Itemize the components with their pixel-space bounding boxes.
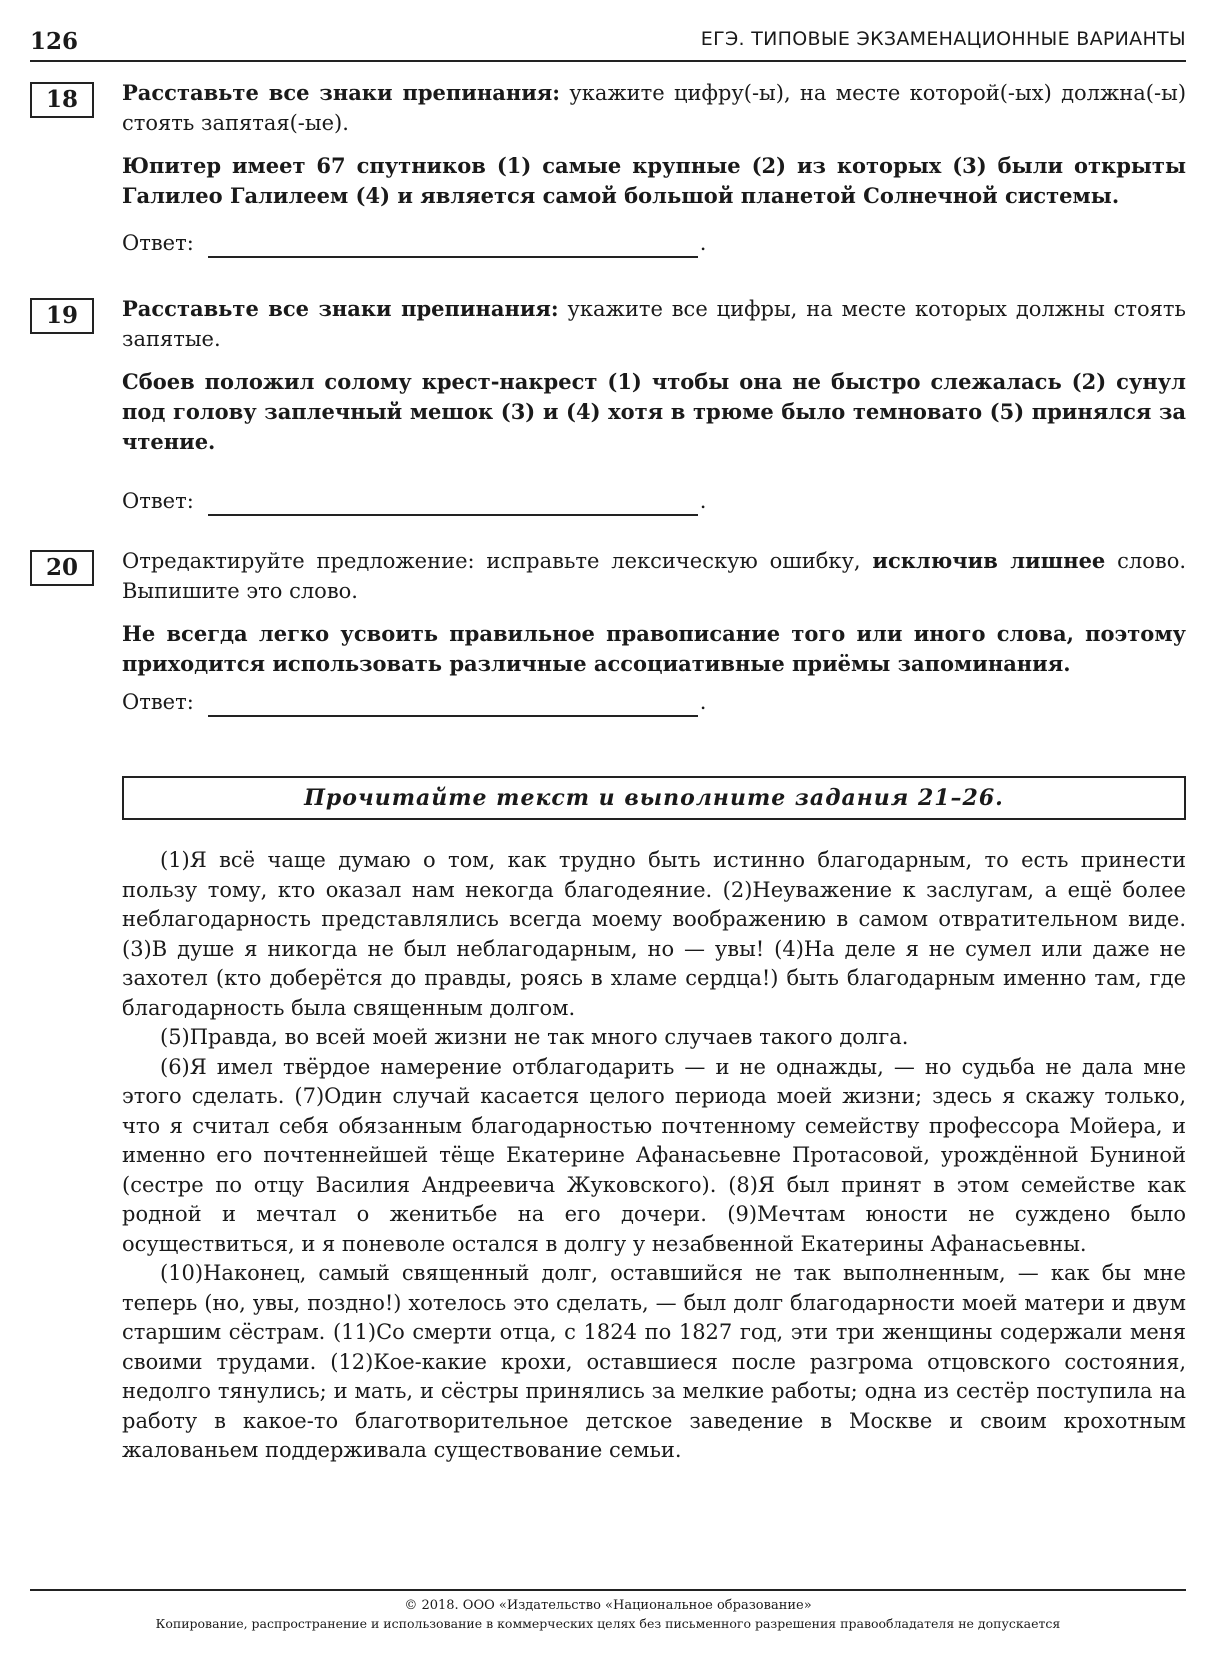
answer-label: Ответ: bbox=[122, 489, 194, 513]
task-number-box: 18 bbox=[30, 82, 94, 118]
page-number: 126 bbox=[30, 28, 79, 55]
answer-dot: . bbox=[699, 231, 707, 255]
running-title: ЕГЭ. ТИПОВЫЕ ЭКЗАМЕНАЦИОННЫЕ ВАРИАНТЫ bbox=[700, 28, 1186, 50]
answer-field[interactable] bbox=[208, 693, 698, 717]
answer-field[interactable] bbox=[208, 234, 698, 258]
page-header bbox=[30, 26, 1186, 60]
answer-dot: . bbox=[699, 489, 707, 513]
task-number-box: 19 bbox=[30, 298, 94, 334]
task-body bbox=[122, 78, 1186, 258]
task-sentence: Не всегда легко усвоить правильное правописание того или иного слова, поэтому приходится использовать различные ассоциативные приёмы запоминания. bbox=[122, 621, 1186, 676]
answer-label: Ответ: bbox=[122, 231, 194, 255]
task-sentence: Сбоев положил солому крест-накрест (1) чтобы она не быстро слежалась (2) сунул под голову заплечный мешок (3) и (4) хотя в трюме было темновато (5) принялся за чтение. bbox=[122, 369, 1186, 454]
instruction-text: укажите все цифры, на месте которых должны стоять запятые. bbox=[122, 297, 1186, 351]
answer-dot: . bbox=[699, 690, 707, 714]
reading-text bbox=[122, 846, 1186, 1466]
header-divider bbox=[30, 60, 1186, 62]
answer-row bbox=[122, 486, 1186, 516]
answer-label: Ответ: bbox=[122, 690, 194, 714]
task-sentence: Юпитер имеет 67 спутников (1) самые крупные (2) из которых (3) были открыты Галилео Галилеем (4) и является самой большой планетой Солнечной системы. bbox=[122, 153, 1186, 208]
answer-row bbox=[122, 687, 1186, 717]
instruction-bold: Расставьте все знаки препинания: bbox=[122, 296, 559, 321]
reading-task-header: Прочитайте текст и выполните задания 21–26. bbox=[122, 776, 1186, 820]
answer-field[interactable] bbox=[208, 492, 698, 516]
instruction-text-end: слово. Выпишите это слово. bbox=[122, 549, 1187, 603]
answer-row bbox=[122, 228, 1186, 258]
text-paragraph: (5)Правда, во всей моей жизни не так много случаев такого долга. bbox=[160, 1025, 909, 1049]
task-number-box: 20 bbox=[30, 550, 94, 586]
instruction-text: Отредактируйте предложение: исправьте лексическую ошибку, bbox=[122, 549, 873, 573]
task-body bbox=[122, 294, 1186, 516]
task-body bbox=[122, 546, 1186, 717]
instruction-bold: Расставьте все знаки препинания: bbox=[122, 80, 561, 105]
footer-notice: Копирование, распространение и использование в коммерческих целях без письменного разрешения правообладателя не допускается bbox=[155, 1616, 1061, 1631]
task-instruction bbox=[122, 294, 1186, 354]
footer-divider bbox=[30, 1589, 1186, 1591]
text-paragraph: (10)Наконец, самый священный долг, оставшийся не так выполненным, — как бы мне теперь (но, увы, поздно!) хотелось это сделать, — был долг благодарности моей матери и двум старшим сёстрам. (11)Со смерти отца, с 1824 по 1827 год, эти три женщины содержали меня своими трудами. (12)Кое-какие крохи, оставшиеся после разгрома отцовского состояния, недолго тянулись; и мать, и сёстры принялись за мелкие работы; одна из сестёр поступила на работу в какое-то благотворительное детское заведение в Москве и своим крохотным жалованьем поддерживала существование семьи. bbox=[122, 1261, 1186, 1462]
text-paragraph: (6)Я имел твёрдое намерение отблагодарить — и не однажды, — но судьба не дала мне этого сделать. (7)Один случай касается целого периода моей жизни; здесь я скажу только, что я считал себя обязанным благодарностью почтенному семейству профессора Мойера, и именно его почтеннейшей тёще Екатерине Афанасьевне Протасовой, урождённой Буниной (сестре по отцу Василия Андреевича Жуковского). (8)Я был принят в этом семействе как родной и мечтал о женитьбе на его дочери. (9)Мечтам юности не суждено было осуществиться, и я поневоле остался в долгу у незабвенной Екатерины Афанасьевны. bbox=[122, 1054, 1186, 1256]
footer-copyright: © 2018. ООО «Издательство «Национальное образование» bbox=[404, 1598, 812, 1613]
instruction-bold: исключив лишнее bbox=[872, 548, 1106, 573]
text-paragraph: (1)Я всё чаще думаю о том, как трудно быть истинно благодарным, то есть принести пользу тому, кто оказал нам некогда благодеяние. (2)Неуважение к заслугам, а ещё более неблагодарность представлялись всегда моему воображению в самом отвратительном виде. (3)В душе я никогда не был неблагодарным, но — увы! (4)На деле я не сумел или даже не захотел (кто доберётся до правды, роясь в хламе сердца!) быть благодарным именно там, где благодарность была священным долгом. bbox=[122, 848, 1186, 1020]
instruction-text: укажите цифру(-ы), на месте которой(-ых) должна(-ы) стоять запятая(-ые). bbox=[122, 81, 1187, 135]
task-instruction bbox=[122, 546, 1186, 606]
task-instruction bbox=[122, 78, 1186, 138]
